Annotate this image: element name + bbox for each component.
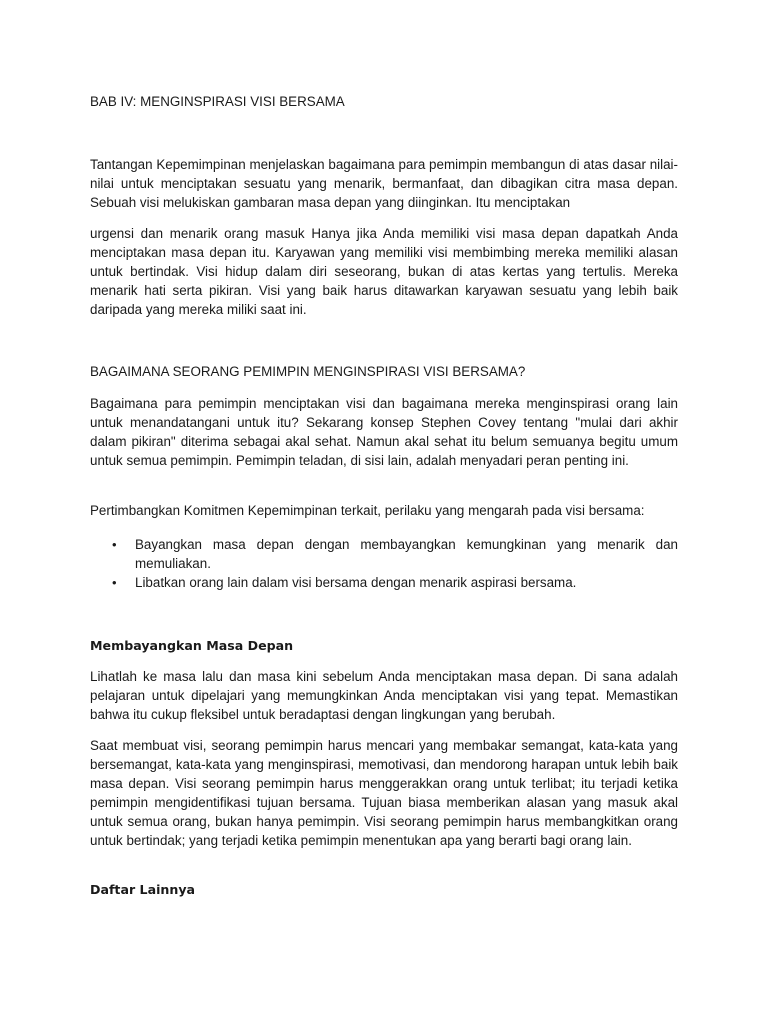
list-item-text: Libatkan orang lain dalam visi bersama dengan menarik aspirasi bersama.: [135, 575, 577, 591]
paragraph-covey: Bagaimana para pemimpin menciptakan visi dan bagaimana mereka menginspirasi orang lain untuk menandatangani untuk itu? Sekarang konsep Stephen Covey tentang "mulai dari akhir dalam pikiran" diterima sebagai akal sehat. Namun akal sehat itu belum semuanya begitu umum untuk semua pemimpin. Pemimpin teladan, di sisi lain, adalah menyadari peran penting ini.: [90, 396, 678, 469]
list-item: [90, 573, 678, 592]
list-item: [90, 535, 678, 573]
paragraph-commitment: Pertimbangkan Komitmen Kepemimpinan terkait, perilaku yang mengarah pada visi bersama:: [90, 503, 645, 518]
bullet-icon: •: [112, 537, 117, 552]
commitment-bullet-list: [90, 535, 678, 592]
paragraph-urgency: urgensi dan menarik orang masuk Hanya jika Anda memiliki visi masa depan dapatkah Anda menciptakan masa depan itu. Karyawan yang memiliki visi membimbing mereka memiliki alasan untuk bertindak. Visi hidup dalam diri seseorang, bukan di atas kertas yang tertulis. Mereka menarik hati serta pikiran. Visi yang baik harus ditawarkan karyawan sesuatu yang lebih baik daripada yang mereka miliki saat ini.: [90, 226, 678, 318]
heading-envision-future: Membayangkan Masa Depan: [90, 638, 294, 653]
list-item-text: Bayangkan masa depan dengan membayangkan kemungkinan yang menarik dan memuliakan.: [135, 537, 678, 572]
section-question-heading: BAGAIMANA SEORANG PEMIMPIN MENGINSPIRASI VISI BERSAMA?: [90, 364, 526, 379]
paragraph-creating-vision: Saat membuat visi, seorang pemimpin harus mencari yang membakar semangat, kata-kata yang bersemangat, kata-kata yang menginspirasi, memotivasi, dan mendorong harapan untuk lebih baik masa depan. Visi seorang pemimpin harus menggerakkan orang untuk terlibat; itu terjadi ketika pemimpin mengidentifikasi tujuan bersama. Tujuan biasa memberikan alasan yang masuk akal untuk semua orang, bukan hanya pemimpin. Visi seorang pemimpin harus membangkitkan orang untuk bertindak; yang terjadi ketika pemimpin menentukan apa yang berarti bagi orang lain.: [90, 738, 678, 849]
bullet-icon: •: [112, 575, 117, 591]
paragraph-intro: Tantangan Kepemimpinan menjelaskan bagaimana para pemimpin membangun di atas dasar nilai-nilai untuk menciptakan sesuatu yang menarik, bermanfaat, dan dibagikan citra masa depan. Sebuah visi melukiskan gambaran masa depan yang diinginkan. Itu menciptakan: [90, 157, 678, 211]
chapter-title: BAB IV: MENGINSPIRASI VISI BERSAMA: [90, 94, 345, 109]
heading-other-list: Daftar Lainnya: [90, 882, 196, 897]
paragraph-past-present: Lihatlah ke masa lalu dan masa kini sebelum Anda menciptakan masa depan. Di sana adalah pelajaran untuk dipelajari yang memungkinkan Anda menciptakan visi yang tepat. Memastikan bahwa itu cukup fleksibel untuk beradaptasi dengan lingkungan yang berubah.: [90, 669, 678, 723]
